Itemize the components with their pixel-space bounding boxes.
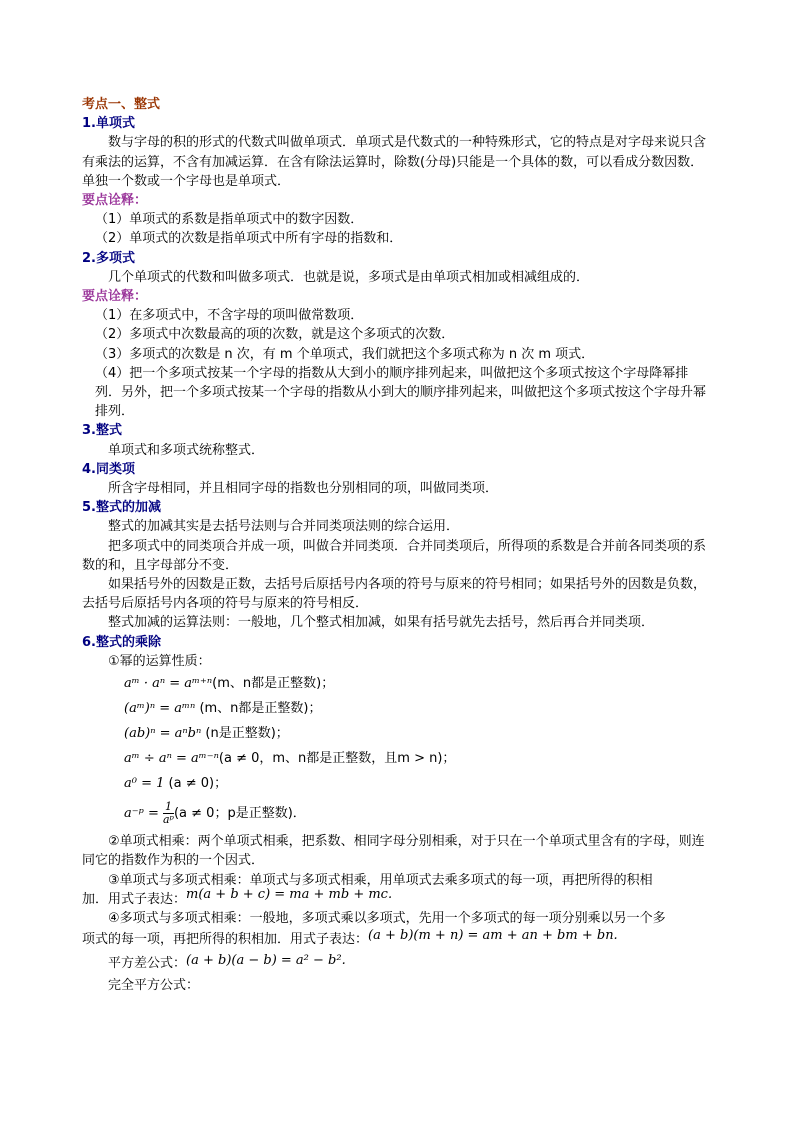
formula-monomial-polynomial: m(a + b + c) = ma + mb + mc. bbox=[186, 886, 393, 902]
paragraph: 所含字母相同，并且相同字母的指数也分别相同的项，叫做同类项． bbox=[108, 481, 499, 497]
note-label: 要点诠释： bbox=[82, 289, 148, 305]
section-heading-monomial: 1.单项式 bbox=[82, 116, 135, 132]
power-rules-label: ①幂的运算性质： bbox=[108, 653, 211, 669]
section-heading-add-subtract: 5.整式的加减 bbox=[82, 500, 161, 516]
page-title: 考点一、整式 bbox=[82, 97, 161, 112]
formula-difference-of-squares: (a + b)(a − b) = a² − b². bbox=[186, 953, 346, 969]
section-heading-like-terms: 4.同类项 bbox=[82, 461, 135, 477]
paragraph: 几个单项式的代数和叫做多项式．也就是说，多项式是由单项式相加或相减组成的． bbox=[108, 269, 590, 285]
formula-4: aᵐ ÷ aⁿ = aᵐ⁻ⁿ(a ≠ 0，m、n都是正整数，且m > n)； bbox=[124, 751, 456, 767]
formula-2: (aᵐ)ⁿ = aᵐⁿ (m、n都是正整数)； bbox=[124, 701, 322, 717]
note-label: 要点诠释： bbox=[82, 193, 148, 209]
paragraph: 如果括号外的因数是正数，去括号后原括号内各项的符号与原来的符号相同；如果括号外的因数是负数，去括号后原括号内各项的符号与原来的符号相反． bbox=[82, 577, 707, 612]
paragraph: 项式的每一项，再把所得的积相加．用式子表达：(a + b)(m + n) = am + an + bm + bn. bbox=[82, 928, 618, 948]
note-item: （2）多项式中次数最高的项的次数，就是这个多项式的次数． bbox=[95, 327, 455, 343]
formula-1: aᵐ · aⁿ = aᵐ⁺ⁿ(m、n都是正整数)； bbox=[124, 676, 335, 692]
formula-5: a⁰ = 1 (a ≠ 0)； bbox=[124, 776, 228, 792]
difference-of-squares: 平方差公式：(a + b)(a − b) = a² − b². bbox=[108, 953, 346, 972]
paragraph: ③单项式与多项式相乘：单项式与多项式相乘，用单项式去乘多项式的每一项，再把所得的积相 bbox=[108, 872, 653, 888]
note-item: （4）把一个多项式按某一个字母的指数从大到小的顺序排列起来，叫做把这个多项式按这个字母降幂排列．另外，把一个多项式按某一个字母的指数从小到大的顺序排列起来，叫做把这个多项式按这个字母升幂排列． bbox=[95, 365, 707, 420]
note-item: （3）多项式的次数是 n 次，有 m 个单项式，我们就把这个多项式称为 n 次 m 项式． bbox=[95, 346, 595, 362]
perfect-square-label: 完全平方公式： bbox=[108, 978, 200, 994]
paragraph: 整式的加减其实是去括号法则与合并同类项法则的综合运用． bbox=[108, 519, 460, 535]
paragraph: ②单项式相乘：两个单项式相乘，把系数、相同字母分别相乘，对于只在一个单项式里含有的字母，则连同它的指数作为积的一个因式． bbox=[82, 834, 705, 869]
paragraph: ④多项式与多项式相乘：一般地，多项式乘以多项式，先用一个多项式的每一项分别乘以另一个多 bbox=[108, 910, 666, 926]
formula-6: a⁻ᵖ = $\frac{1}{\text{aᵖ}}$ (a ≠ 0；p是正整数)． bbox=[124, 800, 306, 827]
paragraph: 把多项式中的同类项合并成一项，叫做合并同类项．合并同类项后，所得项的系数是合并前各同类项的系数的和，且字母部分不变． bbox=[82, 538, 707, 573]
fraction: $\frac{1}{\text{aᵖ}}$ bbox=[163, 800, 174, 827]
section-heading-integral-expression: 3.整式 bbox=[82, 423, 122, 439]
note-item: （1）单项式的系数是指单项式中的数字因数． bbox=[95, 212, 364, 228]
document-page bbox=[82, 95, 714, 995]
paragraph: 单项式和多项式统称整式． bbox=[108, 442, 265, 458]
paragraph: 数与字母的积的形式的代数式叫做单项式．单项式是代数式的一种特殊形式，它的特点是对字母来说只含有乘法的运算，不含有加减运算．在含有除法运算时，除数(分母)只能是一个具体的数，可以看成分数因数．单独一个数或一个字母也是单项式． bbox=[82, 135, 707, 189]
paragraph: 加．用式子表达：m(a + b + c) = ma + mb + mc. bbox=[82, 886, 393, 907]
section-heading-multiply-divide: 6.整式的乘除 bbox=[82, 634, 161, 650]
paragraph: 整式加减的运算法则：一般地，几个整式相加减，如果有括号就先去括号，然后再合并同类项． bbox=[108, 615, 655, 631]
note-item: （1）在多项式中，不含字母的项叫做常数项． bbox=[95, 308, 364, 324]
section-heading-polynomial: 2.多项式 bbox=[82, 250, 135, 266]
formula-polynomial-polynomial: (a + b)(m + n) = am + an + bm + bn. bbox=[368, 928, 618, 944]
formula-3: (ab)ⁿ = aⁿbⁿ (n是正整数)； bbox=[124, 726, 289, 742]
note-item: （2）单项式的次数是指单项式中所有字母的指数和． bbox=[95, 231, 403, 247]
